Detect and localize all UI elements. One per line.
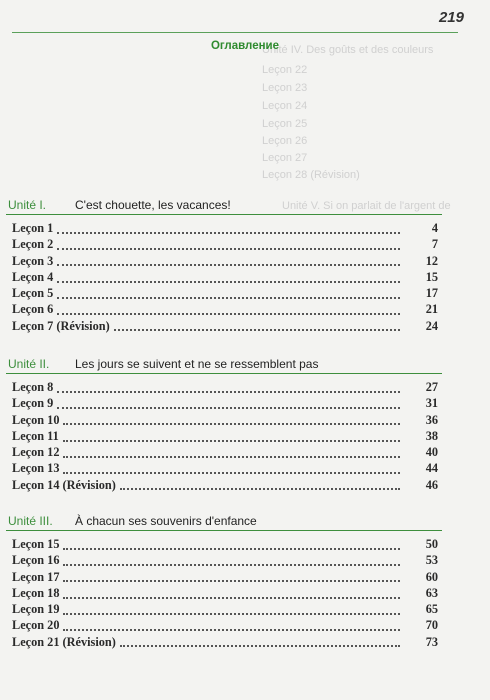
dot-leader <box>63 471 400 474</box>
lesson-page-number: 24 <box>425 318 438 333</box>
dot-leader <box>57 280 400 283</box>
unit-header <box>0 512 490 532</box>
toc-entry <box>0 570 490 586</box>
lesson-label: Leçon 4 <box>12 269 54 284</box>
top-rule <box>12 32 458 33</box>
unit-2 <box>0 355 490 494</box>
lesson-page-number: 73 <box>425 634 438 649</box>
unit-title: C'est chouette, les vacances! <box>75 198 231 212</box>
unit-rule <box>6 214 442 215</box>
lesson-label: Leçon 5 <box>12 286 54 301</box>
bleed-lesson-26: Leçon 26 <box>262 135 308 147</box>
lesson-label: Leçon 1 <box>12 221 54 235</box>
lesson-label: Leçon 12 <box>12 445 60 460</box>
toc-title: Оглавление <box>210 40 280 52</box>
unit-label: Unité II. <box>8 357 50 371</box>
page-number: 219 <box>438 9 464 26</box>
dot-leader <box>114 328 400 331</box>
dot-leader <box>120 487 400 490</box>
lesson-label: Leçon 3 <box>12 253 54 268</box>
lesson-label: Leçon 11 <box>12 428 59 443</box>
toc-entry <box>0 618 490 634</box>
lesson-page-number: 15 <box>425 269 438 284</box>
lesson-page-number: 65 <box>425 602 438 617</box>
lesson-page-number: 27 <box>425 380 438 394</box>
lesson-page-number: 7 <box>431 237 438 252</box>
dot-leader <box>57 247 400 250</box>
bleed-lesson-23: Leçon 23 <box>262 82 308 94</box>
unit-header <box>0 355 490 375</box>
dot-leader <box>63 439 400 442</box>
bleed-lesson-25: Leçon 25 <box>262 118 308 130</box>
dot-leader <box>63 596 400 599</box>
lesson-label: Leçon 7 (Révision) <box>12 318 110 333</box>
toc-entry <box>0 553 490 569</box>
toc-entry <box>0 429 490 445</box>
toc-entry <box>0 602 490 618</box>
toc-entry <box>0 461 490 477</box>
toc-entry <box>0 237 490 253</box>
lesson-list <box>0 221 490 335</box>
toc-entry <box>0 586 490 602</box>
toc-entry <box>0 302 490 318</box>
toc-entry <box>0 254 490 270</box>
bleed-lesson-27: Leçon 27 <box>262 152 308 164</box>
toc-entry <box>0 380 490 396</box>
toc-entry <box>0 478 490 494</box>
lesson-page-number: 4 <box>431 221 438 235</box>
lesson-label: Leçon 10 <box>12 412 60 427</box>
lesson-label: Leçon 8 <box>12 380 54 394</box>
toc-entry <box>0 396 490 412</box>
toc-entry <box>0 445 490 461</box>
unit-label: Unité III. <box>8 514 53 528</box>
dot-leader <box>57 312 400 315</box>
lesson-page-number: 21 <box>425 302 438 317</box>
lesson-label: Leçon 16 <box>12 553 60 568</box>
lesson-page-number: 44 <box>425 461 438 476</box>
bleed-unit-iv: Unité IV. Des goûts et des couleurs <box>262 44 434 56</box>
lesson-label: Leçon 20 <box>12 618 60 633</box>
dot-leader <box>57 263 400 266</box>
lesson-page-number: 12 <box>425 253 438 268</box>
unit-header <box>0 196 490 216</box>
lesson-page-number: 31 <box>425 396 438 411</box>
unit-rule <box>6 373 442 374</box>
lesson-page-number: 46 <box>425 477 438 492</box>
lesson-list <box>0 537 490 651</box>
lesson-page-number: 50 <box>425 537 438 551</box>
lesson-list <box>0 380 490 494</box>
dot-leader <box>63 563 400 566</box>
toc-entry <box>0 413 490 429</box>
lesson-page-number: 60 <box>425 569 438 584</box>
unit-title: Les jours se suivent et ne se ressemblent pas <box>75 357 319 371</box>
lesson-page-number: 17 <box>425 286 438 301</box>
lesson-label: Leçon 18 <box>12 585 60 600</box>
dot-leader <box>57 390 400 393</box>
lesson-page-number: 70 <box>425 618 438 633</box>
unit-title: À chacun ses souvenirs d'enfance <box>75 514 257 528</box>
lesson-label: Leçon 15 <box>12 537 60 551</box>
lesson-label: Leçon 17 <box>12 569 60 584</box>
bleed-unit-v: Unité V. Si on parlait de l'argent de <box>282 200 451 212</box>
lesson-page-number: 38 <box>425 428 438 443</box>
unit-1 <box>0 196 490 335</box>
toc-entry <box>0 319 490 335</box>
dot-leader <box>63 628 400 631</box>
toc-entry <box>0 537 490 553</box>
dot-leader <box>120 644 400 647</box>
unit-label: Unité I. <box>8 198 47 212</box>
lesson-page-number: 53 <box>425 553 438 568</box>
unit-rule <box>6 530 442 531</box>
unit-3 <box>0 512 490 651</box>
toc-entry <box>0 270 490 286</box>
dot-leader <box>57 296 400 299</box>
bleed-lesson-28: Leçon 28 (Révision) <box>262 169 360 181</box>
bleed-lesson-24: Leçon 24 <box>262 100 308 112</box>
lesson-label: Leçon 2 <box>12 237 54 252</box>
dot-leader <box>57 231 400 234</box>
dot-leader <box>63 422 400 425</box>
lesson-label: Leçon 13 <box>12 461 60 476</box>
dot-leader <box>63 579 400 582</box>
lesson-label: Leçon 6 <box>12 302 54 317</box>
bleed-lesson-22: Leçon 22 <box>262 64 308 76</box>
dot-leader <box>57 406 400 409</box>
lesson-page-number: 40 <box>425 445 438 460</box>
toc-entry <box>0 221 490 237</box>
dot-leader <box>63 612 400 615</box>
lesson-label: Leçon 9 <box>12 396 54 411</box>
lesson-label: Leçon 19 <box>12 602 60 617</box>
toc-entry <box>0 286 490 302</box>
dot-leader <box>63 455 400 458</box>
toc-entry <box>0 635 490 651</box>
lesson-page-number: 63 <box>425 585 438 600</box>
lesson-label: Leçon 21 (Révision) <box>12 634 116 649</box>
lesson-page-number: 36 <box>425 412 438 427</box>
lesson-label: Leçon 14 (Révision) <box>12 477 116 492</box>
dot-leader <box>63 547 400 550</box>
